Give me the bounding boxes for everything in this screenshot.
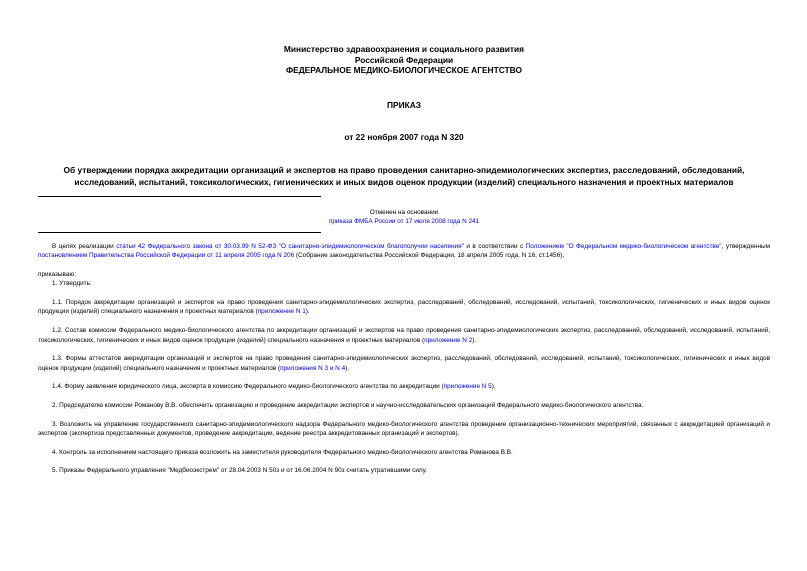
paragraph-5: 5. Приказы Федерального управления "Медбиоэкстрем" от 28.04.2003 N 50з и от 16.06.2004 N 90з считать утратившими силу. <box>52 467 427 475</box>
country-line: Российской Федерации <box>354 54 454 65</box>
appendix-1-link[interactable]: приложение N 1 <box>257 308 306 316</box>
cancel-notice-text: Отменен на основании <box>369 208 439 216</box>
preamble-paragraph: В целях реализации статьи 42 Федерального закона от 30.03.99 N 52-ФЗ "О санитарно-эпидемиологическом благополучии населения" и в соответствии с Положением "О Федеральном медико-биологическом агентстве", утвержденным постановлением Правительства Российской Федерации от 11 апреля 2005 года N 206 (Собрание законодательства Российской Федерации, 18 апреля 2005 года, N 16, ст.1456), <box>38 242 770 260</box>
orders-word: приказываю: <box>38 270 76 278</box>
paragraph-1-4: 1.4. Форму заявления юридического лица, эксперта в комиссию Федерального медико-биологического агентства по аккредитации (приложение N 5). <box>52 383 496 391</box>
appendix-3-4-link[interactable]: приложения N 3 и N 4 <box>280 364 346 372</box>
paragraph-3: 3. Возложить на управление государственного санитарно-эпидемиологического надзора Федерального медико-биологического агентства проведение организационно-технических мероприятий, связанных с аккредитацией организаций и экспертов (экспертиза представленных документов, проведение аккредитации, ведение реестра аккредитованных организаций и экспертов). <box>38 420 770 438</box>
agency-line: ФЕДЕРАЛЬНОЕ МЕДИКО-БИОЛОГИЧЕСКОЕ АГЕНТСТВО <box>285 65 523 75</box>
ministry-line: Министерство здравоохранения и социального развития <box>283 44 525 54</box>
law-article-link[interactable]: статьи 42 Федерального закона от 30.03.99 N 52-ФЗ "О санитарно-эпидемиологическом благополучии населения" <box>116 242 464 250</box>
paragraph-2: 2. Председателю комиссии Романову В.В. обеспечить организацию и проведение аккредитации экспертов и научно-исследовательских организаций Федерального медико-биологического агентства. <box>52 402 644 410</box>
paragraph-1-3: 1.3. Формы аттестатов аккредитации организаций и экспертов на право проведения санитарно-эпидемиологических экспертиз, расследований, обследований, исследований, испытаний, токсикологических, гигиенических и иных видов оценок продукции (изделий) специального назначения и проектных материалов (приложения N 3 и N 4). <box>38 355 770 372</box>
cancel-order-link[interactable]: приказа ФМБА России от 17 июля 2008 года N 241 <box>328 217 480 225</box>
issuer-header <box>38 44 770 76</box>
paragraph-4: 4. Контроль за исполнением настоящего приказа возложить на заместителя руководителя Федерального медико-биологического агентства Романова В.В. <box>52 448 513 456</box>
document-page <box>38 44 770 476</box>
paragraph-1-1: 1.1. Порядок аккредитации организаций и экспертов на право проведения санитарно-эпидемиологических экспертиз, расследований, обследований, исследований, испытаний, токсикологических, гигиенических и иных видов оценок продукции (изделий) специального назначения и проектных материалов (приложение N 1). <box>38 298 770 316</box>
paragraph-1: 1. Утвердить: <box>52 280 92 288</box>
government-decree-link[interactable]: постановлением Правительства Российской Федерации от 11 апреля 2005 года N 206 <box>38 252 295 260</box>
divider-top <box>38 196 321 197</box>
divider-bottom <box>38 232 321 233</box>
paragraph-1-2: 1.2. Состав комиссии Федерального медико-биологического агентства по аккредитации организаций и экспертов на право проведения санитарно-эпидемиологических экспертиз, расследований, обследований, исследований, испытаний, токсикологических, гигиенических и иных видов оценок продукции (изделий) специального назначения и проектных материалов (приложение N 2). <box>38 327 770 344</box>
document-type: ПРИКАЗ <box>386 99 422 110</box>
appendix-2-link[interactable]: приложение N 2 <box>424 336 473 344</box>
document-subject: Об утверждении порядка аккредитации организаций и экспертов на право проведения санитарно-эпидемиологических экспертиз, расследований, обследований, исследований, испытаний, токсикологических, гигиенических и иных видов оценок продукции (изделий) специального назначения и проектных материалов <box>63 164 745 187</box>
agency-regulation-link[interactable]: Положением "О Федеральном медико-биологическом агентстве" <box>525 242 722 250</box>
appendix-5-link[interactable]: приложение N 5 <box>443 383 492 391</box>
document-date: от 22 ноября 2007 года N 320 <box>344 131 464 142</box>
